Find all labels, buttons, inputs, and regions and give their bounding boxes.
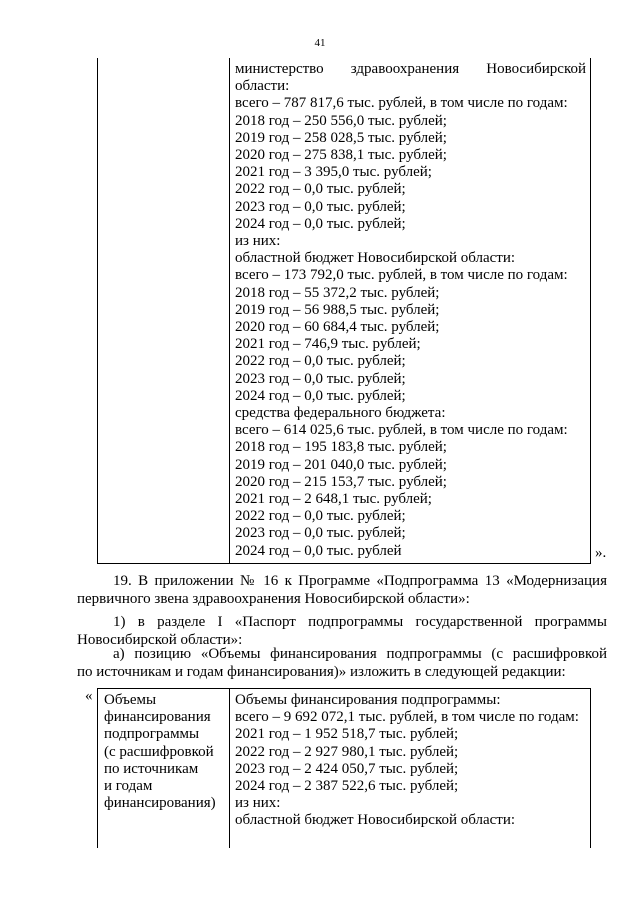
table1-line: 2023 год – 0,0 тыс. рублей; [235,525,406,542]
table1-line: 2022 год – 0,0 тыс. рублей; [235,353,406,370]
table2-label-line: по источникам [104,760,199,777]
page-number: 41 [314,37,326,49]
table2-detail-line: 2023 год – 2 424 050,7 тыс. рублей; [235,760,459,777]
table2-detail-line: областной бюджет Новосибирской области: [235,812,516,829]
table2-detail-line: 2024 год – 2 387 522,6 тыс. рублей; [235,778,459,795]
table1-line: 2022 год – 0,0 тыс. рублей; [235,181,406,198]
table1-line: 2020 год – 60 684,4 тыс. рублей; [235,319,440,336]
table1-line: 2021 год – 2 648,1 тыс. рублей; [235,491,432,508]
table2-label-line: подпрограммы [104,726,200,743]
table1-line: 2021 год – 3 395,0 тыс. рублей; [235,164,432,181]
paragraph-1-section [77,614,607,649]
table1-line: 2018 год – 195 183,8 тыс. рублей; [235,439,447,456]
column-divider [229,58,230,563]
table2-label-line: и годам [104,778,153,795]
paragraph-a [77,646,607,681]
paragraph-1-line-2: Новосибирской области»: [77,631,243,648]
table2-detail-line: 2021 год – 1 952 518,7 тыс. рублей; [235,726,459,743]
paragraph-19-line-2: первичного звена здравоохранения Новосибирской области»: [77,590,470,607]
table1-line: 2019 год – 201 040,0 тыс. рублей; [235,456,447,473]
table1-line: средства федерального бюджета: [235,405,446,422]
table1-line: 2024 год – 0,0 тыс. рублей [235,542,402,559]
table2-label-line: Объемы [104,692,157,708]
paragraph-1-line-1: 1) в разделе I «Паспорт подпрограммы государственной программы [113,614,607,630]
paragraph-19-line-1: 19. В приложении № 16 к Программе «Подпрограмма 13 «Модернизация [113,573,607,589]
table1-line: из них: [235,233,281,250]
table1-line: всего – 614 025,6 тыс. рублей, в том числе по годам: [235,422,568,439]
column-divider [229,689,230,848]
table1-line: 2020 год – 215 153,7 тыс. рублей; [235,473,447,490]
table1-line: 2019 год – 258 028,5 тыс. рублей; [235,129,447,146]
table1-line: 2018 год – 250 556,0 тыс. рублей; [235,112,447,129]
closing-quote: ». [595,545,607,561]
table1-line: 2022 год – 0,0 тыс. рублей; [235,508,406,525]
table2-detail-line: всего – 9 692 072,1 тыс. рублей, в том числе по годам: [235,709,579,726]
table1-line: министерство здравоохранения Новосибирской [235,61,586,77]
table1-line: 2023 год – 0,0 тыс. рублей; [235,198,406,215]
table1-line: всего – 173 792,0 тыс. рублей, в том числе по годам: [235,267,568,284]
table2-label-line: финансирования) [104,795,216,812]
paragraph-a-line-2: по источникам и годам финансирования)» изложить в следующей редакции: [77,663,566,680]
table2-label-line: финансирования [104,709,211,726]
table1-line: 2021 год – 746,9 тыс. рублей; [235,336,421,353]
funding-table-continued [97,58,591,564]
table1-line: 2019 год – 56 988,5 тыс. рублей; [235,301,440,318]
table1-line: 2024 год – 0,0 тыс. рублей; [235,387,406,404]
table1-line: 2020 год – 275 838,1 тыс. рублей; [235,147,447,164]
table2-detail-line: Объемы финансирования подпрограммы: [235,692,501,708]
table2-label-line: (с расшифровкой [104,743,214,760]
funding-details-column [235,692,586,830]
table1-line: всего – 787 817,6 тыс. рублей, в том числе по годам: [235,95,568,112]
table1-line: областной бюджет Новосибирской области: [235,250,516,267]
table2-detail-line: 2022 год – 2 927 980,1 тыс. рублей; [235,743,459,760]
table1-line: 2023 год – 0,0 тыс. рублей; [235,370,406,387]
table2-detail-line: из них: [235,795,281,812]
opening-quote: « [85,688,93,704]
table1-line: области: [235,78,290,95]
paragraph-19 [77,573,607,608]
table1-line: 2018 год – 55 372,2 тыс. рублей; [235,284,440,301]
paragraph-a-line-1: а) позицию «Объемы финансирования подпрограммы (с расшифровкой [113,646,607,662]
funding-volume-table [97,688,591,848]
funding-details-column [235,61,586,560]
funding-label-column [104,692,226,812]
table1-line: 2024 год – 0,0 тыс. рублей; [235,215,406,232]
